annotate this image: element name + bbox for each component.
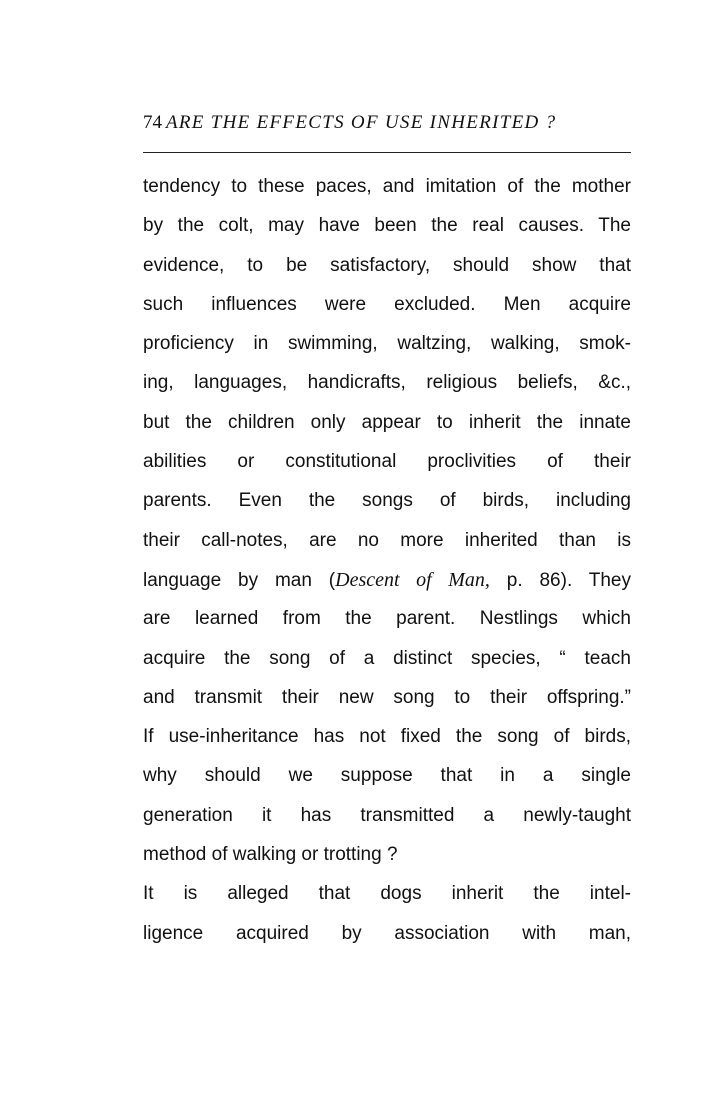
text-line: why should we suppose that in a single [143,765,631,787]
text-line: but the children only appear to inherit the innate [143,411,631,433]
text-line: and transmit their new song to their offspring.” [143,686,631,708]
text-line: If use-inheritance has not fixed the song of birds, [143,726,631,748]
header-rule [143,152,631,153]
text-segment: language by man ( [143,569,336,591]
text-line: generation it has transmitted a newly-taught [143,804,631,826]
text-line: their call-notes, are no more inherited than is [143,529,631,551]
text-line: method of walking or trotting ? [143,844,398,866]
page-number: 74 [143,112,162,133]
text-line: such influences were excluded. Men acquire [143,293,631,315]
text-line: evidence, to be satisfactory, should show that [143,254,631,276]
citation-italic: Descent of Man, [335,568,490,591]
text-line: parents. Even the songs of birds, including [143,490,631,512]
text-line [143,563,631,602]
text-line: proficiency in swimming, waltzing, walking, smok- [143,333,631,355]
text-line: tendency to these paces, and imitation of the mother [143,176,631,197]
text-line: abilities or constitutional proclivities of their [143,451,631,473]
running-header [143,112,633,134]
text-line: are learned from the parent. Nestlings which [143,608,631,630]
body-text [143,170,631,956]
text-line: ligence acquired by association with man, [143,922,631,944]
text-line: ing, languages, handicrafts, religious beliefs, &c., [143,372,631,394]
running-title: ARE THE EFFECTS OF USE INHERITED ? [166,112,557,133]
text-line: acquire the song of a distinct species, “ teach [143,647,631,669]
text-line: by the colt, may have been the real causes. The [143,215,631,237]
text-line: It is alleged that dogs inherit the intel- [143,883,631,905]
text-segment: p. 86). They [489,569,631,591]
